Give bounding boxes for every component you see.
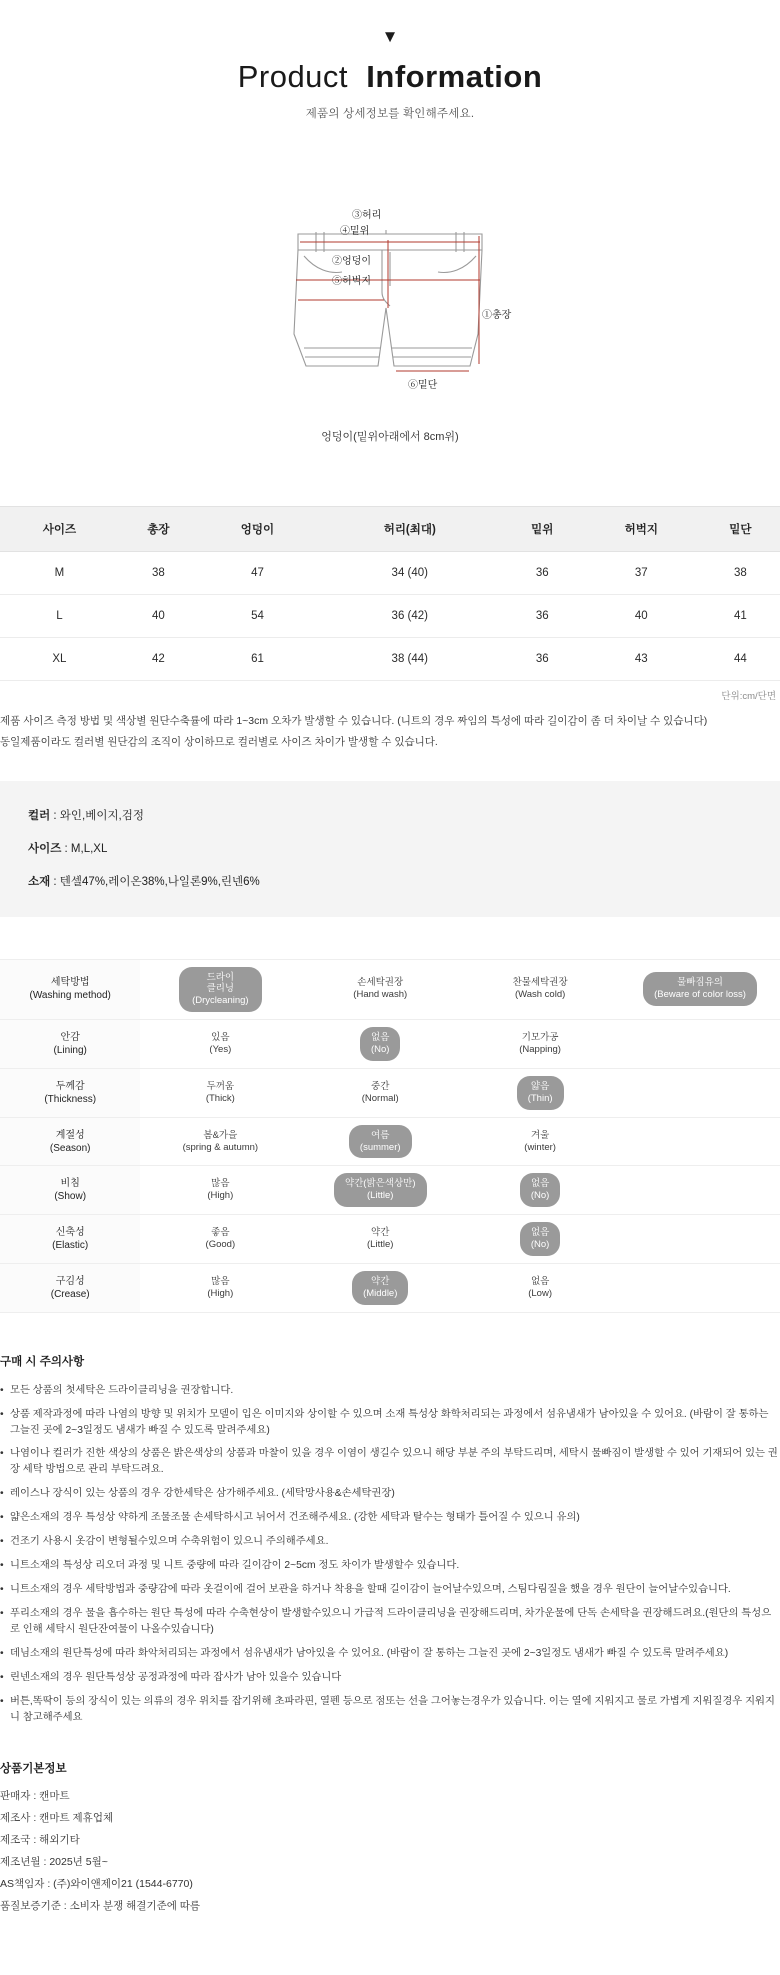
page-title-bold: Information <box>366 59 543 94</box>
care-cell <box>140 1068 300 1117</box>
list-item: • 상품 제작과정에 따라 나염의 방향 및 위치가 모델이 입은 이미지와 상이할 수 있으며 소재 특성상 화학처리되는 과정에서 섬유냄새가 남아있을 수 있어요. (바람이 잘 통하는 그늘진 곳에 2~3일정도 냄새가 빠질 수 있도록 말려주세요) <box>0 1407 780 1439</box>
care-option-selected <box>517 1076 564 1110</box>
attribute-size-label: 사이즈 <box>28 842 62 855</box>
care-option-en: (spring & autumn) <box>182 1141 259 1153</box>
care-option-en: (Drycleaning) <box>192 995 249 1007</box>
care-row-head-en: (Crease) <box>50 1288 90 1300</box>
care-option-en: (Middle) <box>363 1287 398 1299</box>
care-option-ko: 기모가공 <box>521 1032 559 1044</box>
care-option-ko: 중간 <box>371 1080 390 1092</box>
table-row <box>0 959 780 1020</box>
care-option-ko: 봄&가을 <box>203 1129 238 1141</box>
size-col-header: 밑위 <box>503 507 582 552</box>
measurement-note: 제품 사이즈 측정 방법 및 색상별 원단수축률에 따라 1~3cm 오차가 발생할 수 있습니다. (니트의 경우 짜임의 특성에 따라 길이감이 좀 더 차이날 수 있습니다) <box>0 715 708 727</box>
care-cell-empty <box>620 1215 780 1264</box>
page-title <box>0 59 780 95</box>
care-option-en: (summer) <box>359 1141 401 1153</box>
care-option-en: (No) <box>530 1190 550 1202</box>
care-option-en: (Napping) <box>519 1044 561 1055</box>
size-cell: 47 <box>198 552 317 595</box>
size-cell: 38 (44) <box>317 638 503 681</box>
care-option-selected <box>520 1222 560 1256</box>
care-option-ko: 찬물세탁권장 <box>512 977 568 989</box>
measurement-note: 동일제품이라도 컬러별 원단감의 조직이 상이하므로 컬러별로 사이즈 차이가 발생할 수 있습니다. <box>0 735 438 748</box>
table-row <box>0 1215 780 1264</box>
care-option-en: (Low) <box>528 1287 552 1299</box>
care-option-ko: 좋음 <box>211 1227 230 1239</box>
attribute-material <box>28 873 752 889</box>
care-row-head-crease <box>0 1263 140 1312</box>
caret-down-icon: ▼ <box>381 27 399 46</box>
care-option-selected <box>360 1027 400 1061</box>
care-option-selected <box>352 1271 408 1305</box>
table-row <box>0 638 780 681</box>
care-option-en: (Good) <box>205 1239 236 1250</box>
care-cell <box>300 1117 460 1166</box>
care-option-en: (Little) <box>367 1190 394 1202</box>
attribute-color-value: : 와인,베이지,검정 <box>53 809 144 822</box>
attribute-size-value: : M,L,XL <box>64 842 108 855</box>
attribute-material-label: 소재 <box>28 875 51 888</box>
care-row-head-thickness <box>0 1068 140 1117</box>
care-cell <box>300 1215 460 1264</box>
size-cell: 54 <box>198 595 317 638</box>
care-option-ko: 약간(밝은색상만) <box>344 1178 416 1190</box>
care-row-head-show <box>0 1166 140 1215</box>
care-option-selected <box>334 1173 427 1207</box>
list-item: • 버튼,똑딱이 등의 장식이 있는 의류의 경우 위치를 잡기위해 초파라핀, 열펜 등으로 점또는 선을 그어놓는경우가 있습니다. 이는 열에 지워지고 물로 가볍게 지워질경우 지워지니 참고해주세요 <box>0 1694 780 1726</box>
care-cell <box>300 1068 460 1117</box>
table-row <box>0 595 780 638</box>
diagram-label-total-length: ①총장 <box>482 310 512 321</box>
care-cell <box>460 959 620 1020</box>
care-option-ko: 손세탁권장 <box>357 977 404 989</box>
care-option-ko: 없음 <box>530 1227 550 1239</box>
care-cell <box>300 1263 460 1312</box>
care-cell <box>300 959 460 1020</box>
size-table <box>0 506 780 681</box>
care-option-selected <box>643 972 757 1006</box>
care-row-head-en: (Season) <box>49 1142 91 1154</box>
size-cell: 36 <box>503 552 582 595</box>
list-item: • 니트소재의 경우 세탁방법과 중량감에 따라 옷걸이에 걸어 보관을 하거나 착용을 할때 길이감이 늘어날수있으며, 스팀다림질을 했을 경우 원단이 늘어날수있습니다. <box>0 1582 780 1598</box>
size-cell: XL <box>0 638 119 681</box>
care-option-ko: 여름 <box>371 1129 390 1141</box>
care-option-selected <box>179 967 262 1013</box>
size-cell: 40 <box>119 595 198 638</box>
care-row-head-ko: 안감 <box>60 1032 80 1043</box>
basic-info-line: 품질보증기준 : 소비자 분쟁 해결기준에 따름 <box>0 1899 201 1912</box>
diagram-label-hem: ⑥밑단 <box>408 380 438 391</box>
care-row-head-ko: 비침 <box>60 1178 80 1190</box>
care-option-ko: 얇음 <box>530 1080 550 1092</box>
basic-info-line: AS책임자 : (주)와이앤제이21 (1544-6770) <box>0 1877 193 1890</box>
diagram-label-rise: ④밑위 <box>340 226 370 237</box>
basic-info-line: 제조년월 : 2025년 5월~ <box>0 1855 108 1868</box>
care-option-selected <box>520 1173 560 1207</box>
size-table-header-row <box>0 507 780 552</box>
care-row-head-ko: 두께감 <box>55 1080 85 1092</box>
care-row-head-en: (Show) <box>54 1191 87 1203</box>
care-option-en: (Thin) <box>527 1092 553 1104</box>
care-cell <box>140 1215 300 1264</box>
measurement-diagram-wrap <box>0 210 780 406</box>
care-row-head-ko: 세탁방법 <box>50 977 90 989</box>
care-row-head-en: (Elastic) <box>52 1240 89 1251</box>
size-cell: 38 <box>119 552 198 595</box>
care-option-en: (No) <box>370 1044 390 1055</box>
care-cell <box>460 1117 620 1166</box>
care-row-head-ko: 계절성 <box>55 1129 85 1141</box>
care-row-head-elastic <box>0 1215 140 1264</box>
table-row <box>0 1068 780 1117</box>
care-option-ko: 드라이 <box>206 971 235 983</box>
care-cell <box>140 1263 300 1312</box>
list-item: • 건조기 사용시 옷감이 변형될수있으며 수축위험이 있으니 주의해주세요. <box>0 1534 780 1550</box>
care-option-ko: 많음 <box>211 1178 230 1190</box>
size-cell: 36 <box>503 595 582 638</box>
table-row <box>0 1117 780 1166</box>
care-row-head-ko: 신축성 <box>55 1227 85 1238</box>
size-col-header: 총장 <box>119 507 198 552</box>
attribute-size <box>28 840 752 856</box>
care-option-ko: 없음 <box>530 1178 550 1190</box>
care-option-ko: 약간 <box>371 1227 390 1239</box>
care-option-selected <box>349 1125 412 1159</box>
size-cell: 36 (42) <box>317 595 503 638</box>
table-row <box>0 1263 780 1312</box>
list-item: • 푸리소재의 경우 물을 흡수하는 원단 특성에 따라 수축현상이 발생할수있으니 가급적 드라이클리닝을 권장해드리며, 차가운물에 단독 손세탁을 권장해드려요.(원단의 특성으로 인해 세탁시 원단잔여물이 나올수있습니다) <box>0 1606 780 1638</box>
basic-info-section <box>0 1760 780 1948</box>
care-row-head-en: (Thickness) <box>44 1093 97 1105</box>
size-cell: 43 <box>582 638 701 681</box>
diagram-label-waist: ③허리 <box>352 210 382 221</box>
care-option-en: (Hand wash) <box>353 989 408 1001</box>
care-option-en: (No) <box>530 1239 550 1250</box>
care-option-ko: 없음 <box>530 1275 550 1287</box>
care-option-ko2: 클리닝 <box>206 983 235 995</box>
size-cell: 40 <box>582 595 701 638</box>
care-cell <box>140 1166 300 1215</box>
care-option-en: (Beware of color loss) <box>654 989 746 1001</box>
page-subtitle: 제품의 상세정보를 확인해주세요. <box>305 108 475 120</box>
care-cell-empty <box>620 1263 780 1312</box>
size-unit-note: 단위:cm/단면 <box>721 691 776 702</box>
care-option-ko: 있음 <box>211 1032 230 1044</box>
basic-info-line: 판매자 : 캔마트 <box>0 1789 70 1802</box>
care-option-ko: 겨울 <box>530 1129 550 1141</box>
care-option-en: (Yes) <box>209 1044 232 1055</box>
page-header <box>0 0 780 121</box>
basic-info-line: 제조국 : 해외기타 <box>0 1833 80 1846</box>
size-cell: 36 <box>503 638 582 681</box>
care-cell-empty <box>620 1166 780 1215</box>
care-option-en: (Normal) <box>361 1092 399 1104</box>
table-row <box>0 1020 780 1069</box>
care-cell <box>460 1166 620 1215</box>
product-attributes-band <box>0 781 780 917</box>
care-cell <box>140 1020 300 1069</box>
care-row-head-washing <box>0 959 140 1020</box>
basic-info-title: 상품기본정보 <box>0 1762 67 1775</box>
size-col-header: 엉덩이 <box>198 507 317 552</box>
size-cell: 41 <box>701 595 780 638</box>
table-row <box>0 1166 780 1215</box>
attribute-color <box>28 807 752 823</box>
care-row-head-season <box>0 1117 140 1166</box>
care-cell-empty <box>620 1020 780 1069</box>
caution-list <box>0 1383 780 1726</box>
care-option-ko: 많음 <box>211 1275 230 1287</box>
purchase-caution-section <box>0 1353 780 1726</box>
attribute-material-value: : 텐셀47%,레이온38%,나일론9%,린넨6% <box>53 875 260 888</box>
list-item: • 레이스나 장식이 있는 상품의 경우 강한세탁은 삼가해주세요. (세탁망사용&손세탁권장) <box>0 1486 780 1502</box>
size-cell: M <box>0 552 119 595</box>
list-item: • 나염이나 컬러가 진한 색상의 상품은 밝은색상의 상품과 마찰이 있을 경우 이염이 생길수 있으니 해당 부분 주의 부탁드리며, 세탁시 물빠짐이 발생할 수 있어 기재되어 있는 권장 세탁 방법으로 관리 부탁드려요. <box>0 1446 780 1478</box>
list-item: • 모든 상품의 첫세탁은 드라이클리닝을 권장합니다. <box>0 1383 780 1399</box>
list-item: • 린넨소재의 경우 원단특성상 공정과정에 따라 잡사가 남아 있을수 있습니다 <box>0 1670 780 1686</box>
care-option-ko: 없음 <box>371 1032 390 1044</box>
size-cell: L <box>0 595 119 638</box>
size-cell: 61 <box>198 638 317 681</box>
care-cell-empty <box>620 1117 780 1166</box>
care-option-en: (High) <box>207 1287 234 1299</box>
care-option-ko: 약간 <box>371 1275 390 1287</box>
care-row-head-en: (Washing method) <box>29 990 111 1002</box>
size-table-section <box>0 506 780 751</box>
care-row-head-ko: 구김성 <box>55 1275 85 1287</box>
size-cell: 44 <box>701 638 780 681</box>
size-cell: 42 <box>119 638 198 681</box>
care-option-ko: 물빠짐유의 <box>677 977 723 989</box>
list-item: • 니트소재의 특성상 리오더 과정 및 니트 중량에 따라 길이감이 2~5cm 정도 차이가 발생할수 있습니다. <box>0 1558 780 1574</box>
diagram-note: 엉덩이(밑위아래에서 8cm위) <box>321 431 459 443</box>
basic-info-line: 제조사 : 캔마트 제휴업체 <box>0 1811 114 1824</box>
size-cell: 34 (40) <box>317 552 503 595</box>
care-cell <box>620 959 780 1020</box>
diagram-label-hip: ②엉덩이 <box>332 256 371 267</box>
caution-title: 구매 시 주의사항 <box>0 1355 85 1368</box>
size-cell: 37 <box>582 552 701 595</box>
measurement-notes <box>0 702 780 751</box>
care-option-en: (High) <box>207 1190 234 1202</box>
care-cell <box>140 959 300 1020</box>
size-col-header: 밑단 <box>701 507 780 552</box>
care-option-en: (winter) <box>524 1141 556 1153</box>
care-cell <box>460 1068 620 1117</box>
size-col-header: 허벅지 <box>582 507 701 552</box>
care-cell-empty <box>620 1068 780 1117</box>
size-col-header: 사이즈 <box>0 507 119 552</box>
shorts-measurement-diagram <box>220 210 560 406</box>
size-col-header: 허리(최대) <box>317 507 503 552</box>
attribute-color-label: 컬러 <box>28 809 51 822</box>
care-row-head-lining <box>0 1020 140 1069</box>
care-option-en: (Little) <box>367 1239 394 1250</box>
list-item: • 데님소재의 원단특성에 따라 화악처리되는 과정에서 섬유냄새가 남아있을 수 있어요. (바람이 잘 통하는 그늘진 곳에 2~3일정도 냄새가 빠질 수 있도록 말려주세요) <box>0 1646 780 1662</box>
care-cell <box>140 1117 300 1166</box>
care-cell <box>460 1215 620 1264</box>
care-option-en: (Thick) <box>205 1092 235 1104</box>
page-title-thin: Product <box>237 59 349 94</box>
care-option-en: (Wash cold) <box>514 989 566 1001</box>
diagram-label-thigh: ⑤허벅지 <box>332 276 371 287</box>
care-cell <box>300 1166 460 1215</box>
care-cell <box>460 1020 620 1069</box>
care-table-section <box>0 959 780 1313</box>
care-table <box>0 959 780 1313</box>
care-cell <box>300 1020 460 1069</box>
care-option-ko: 두꺼움 <box>206 1080 235 1092</box>
size-cell: 38 <box>701 552 780 595</box>
care-cell <box>460 1263 620 1312</box>
table-row <box>0 552 780 595</box>
list-item: • 얇은소재의 경우 특성상 약하게 조물조물 손세탁하시고 뉘어서 건조해주세요. (강한 세탁과 탈수는 형태가 틀어질 수 있으니 유의) <box>0 1510 780 1526</box>
care-row-head-en: (Lining) <box>53 1045 87 1056</box>
